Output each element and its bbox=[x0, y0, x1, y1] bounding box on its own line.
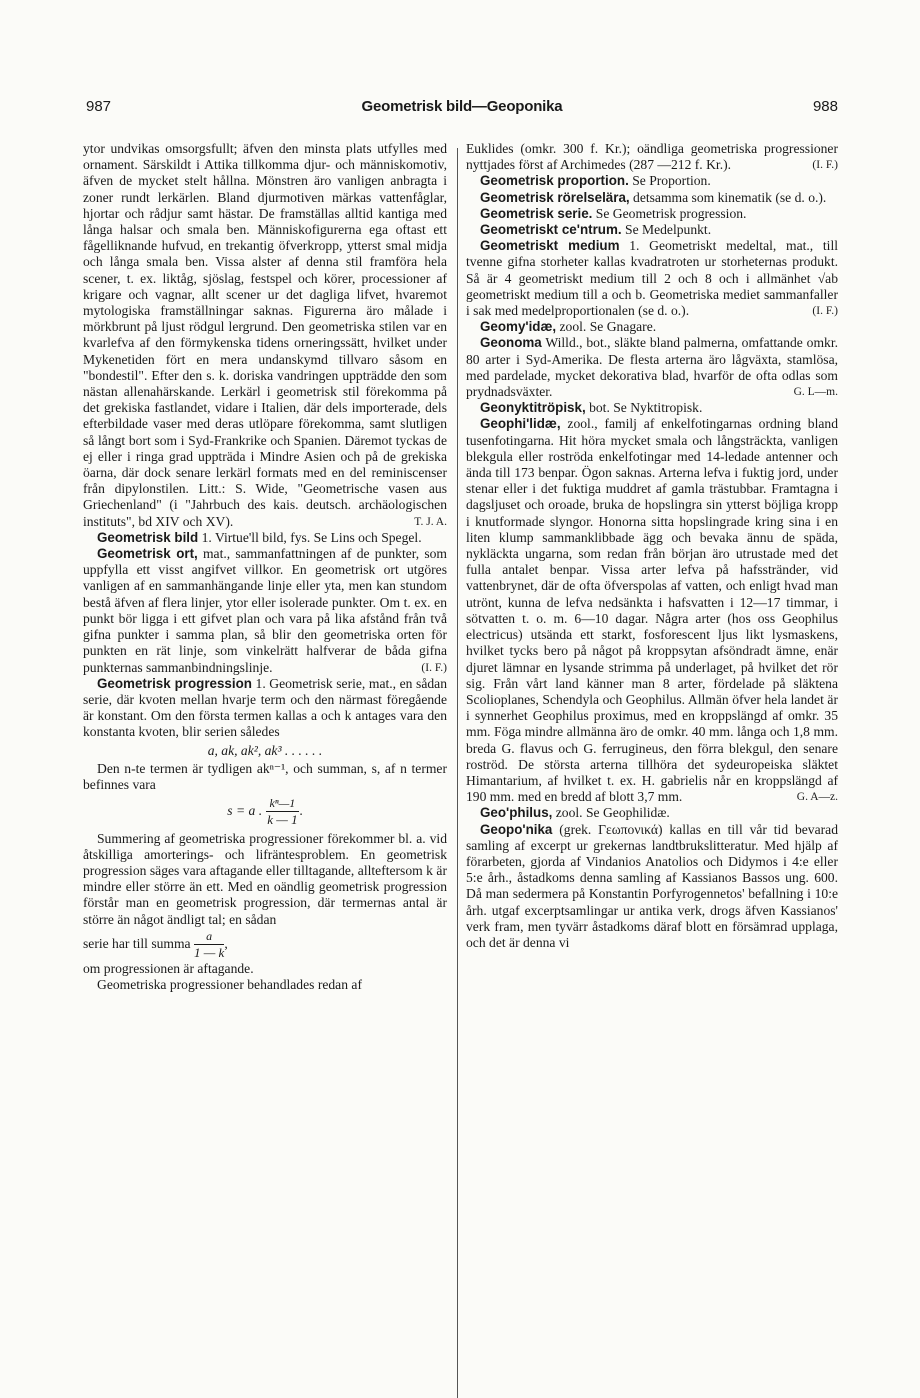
fraction-denominator: 1 — k bbox=[194, 944, 225, 960]
summation-paragraph bbox=[83, 831, 447, 928]
entry-geonoma bbox=[466, 335, 838, 400]
entry-text: Willd., bot., släkte bland palmerna, omfattande omkr. 80 arter i Syd-Amerika. De flesta arterna äro lågväxta, stamlösa, med pardelade, mycket dekorativa blad, hvarför de ofta odlas som prydnadsväxter. bbox=[466, 335, 838, 400]
entry-geophilus bbox=[466, 805, 838, 821]
headword: Geometriskt medium bbox=[480, 238, 620, 254]
entry-text: detsamma som kinematik (se d. o.). bbox=[629, 189, 827, 205]
continuation-paragraph bbox=[83, 141, 447, 530]
headword: Geometrisk progression bbox=[97, 675, 252, 691]
entry-text: zool. Se Gnagare. bbox=[556, 319, 657, 335]
paragraph-text: ytor undvikas omsorgsfullt; äfven den minsta plats utfylles med ornament. Särskildt i Attika tillkomma djur- och människomotiv, äfven de mycket stelt hållna. Mönstren äro vanligen anbragta i zoner rundt lerkärlen. Bland djurmotiven märkas vattenfåglar, hjortar och rådjur samt hästar. De framställas alltid kantiga med långa halsar och smala ben. Människofigurerna ega oftast ett fågelliknande hufvud, en trekantig öfverkropp, ytterst smal midja och långa smala ben. Vissa alster af denna stil framföra hela scener, t. ex. liktåg, sjöslag, festspel och körer, processioner af krigare och vagnar, allt scener ur det dagliga lifvet, hvaremot mytologiska framställningar saknas. Figurerna äro målade i mörkbrunt på ljust rödgul lergrund. Den geometriska stilen var en kvarlefva af den förmykenska tidens orneringssätt, hvilket under Mykenetiden fört en mera undanskymd tillvaro såsom en "bondestil". Efter den s. k. doriska vandringen uppträdde den som nästan allenahärskande. Lerkärl i geometrisk stil förekomma på det grekiska fastlandet, vidare i Italien, där dels importerade, dels efterbildade vaser med deras utlöpare förekomma, samt slutligen så långt bort som i Syd-Frankrike och Spanien. Däremot tyckas de ej eller i ringa grad uppträda i Mindre Asien och på de grekiska öarna, där dock senare lerkärl formats med en del reminiscenser från dipylonstilen. Litt.: S. Wide, "Geometrische vasen aus Griechenland" (i "Jahrbuch des kais. deutsch. archäologischen instituts", bd XIV och XV). bbox=[83, 141, 447, 529]
paragraph-text: Summering af geometriska progressioner förekommer bl. a. vid åtskilliga amorterings- och lifräntesproblem. En geometrisk progression säges vara aftagande eller tilltagande, allteftersom k är mindre eller större än ett. Med en oändlig geometrisk progression förstår man en geometrisk progression, där termernas antal är större än något ändligt tal; en sådan bbox=[83, 830, 447, 927]
headword: Geonoma bbox=[480, 335, 542, 351]
fraction-denominator: k — 1 bbox=[267, 812, 298, 828]
formula-text: a, ak, ak², ak³ . . . . . . bbox=[207, 742, 323, 758]
page-number-right: 988 bbox=[812, 98, 838, 115]
headword: Geophi'lidæ, bbox=[480, 416, 561, 432]
fraction-numerator: a bbox=[194, 928, 224, 945]
paragraph-text: Den n-te termen är tydligen akⁿ⁻¹, och summan, s, af n termer befinnes vara bbox=[83, 760, 447, 792]
entry-text: zool. Se Geophilidæ. bbox=[552, 805, 670, 821]
headword: Geometrisk bild bbox=[97, 529, 199, 545]
author-signature: G. L—m. bbox=[793, 386, 838, 399]
fraction-numerator: kⁿ—1 bbox=[266, 795, 300, 812]
entry-text: Se Proportion. bbox=[628, 173, 711, 189]
headword: Geomy'idæ, bbox=[480, 319, 557, 335]
author-signature: (I. F.) bbox=[812, 305, 838, 318]
right-column bbox=[466, 141, 838, 951]
paragraph-text: Euklides (omkr. 300 f. Kr.); oändliga geometriska progressioner nyttjades först af Archimedes (287 —212 f. Kr.). bbox=[466, 141, 838, 173]
entry-geomyidae bbox=[466, 319, 838, 335]
left-column bbox=[83, 141, 447, 994]
entry-text: bot. Se Nyktitropisk. bbox=[585, 400, 703, 416]
entry-geonyktitropisk bbox=[466, 400, 838, 416]
headword: Geonyktitröpisk, bbox=[480, 400, 586, 416]
entry-geometriskt-medium bbox=[466, 238, 838, 319]
headword: Geopo'nika bbox=[480, 821, 553, 837]
entry-text: zool., familj af enkelfotingarnas ordning bland tusenfotingarna. Hit höra mycket smala och långsträckta, vanligen blekgula eller roströda enkelfotingar med 14-ledade antenner och ända till 173 benpar. Ögon saknas. Arterna lefva i fuktig jord, under stenar eller i det fuktiga muddret af gamla trästubbar. Framtagna i dagsljuset och oroade, bruka de hopslingra sin ytterst böjliga kropp i knutformade slyngor. Honorna sitta hopslingrade kring sina i en liten klump sammanklibbade ägg och bevaka ännu de späda, nykläckta ungarna, som redan från början äro utrustade med det fulla antalet benpar. Vissa arter lefva på hafsstränder, vid vattenbrynet, där de ofta öfverspolas af vatten, och enligt hvad man utrönt, kunna de lefva nedsänkta i hafsvatten i 12—17 timmar, i sötvatten t. o. m. 6—10 dagar. Några arter (hos oss Geophilus electricus) utsända ett starkt, fosforescent ljus likt lysmaskens, hvilket tycks bero på något på kroppsytan afsöndradt ämne, enär djuret lämnar en lysande strimma på underlaget, på hvilket det rör sig. Från vårt land känner man 8 arter, fördelade på släktena Scolioplanes, Schendyla och Geophilus. Allmän öfver hela landet är i synnerhet Geophilus proximus, med en kroppslängd af omkr. 35 mm. Föga mindre allmänna äro de omkr. 40 mm. långa och 1,8 mm. breda G. flavus och G. ferrugineus, den förra blekgul, den senare roströd. De största arterna tillhöra det sydeuropeiska släktet Himantarium, af hvilket t. ex. H. gabrielis når en kroppslängd af 190 mm. med en bredd af blott 3,7 mm. bbox=[466, 416, 838, 805]
history-paragraph bbox=[83, 977, 447, 993]
fraction bbox=[194, 928, 224, 961]
entry-text: Se Geometrisk progression. bbox=[592, 205, 747, 221]
headword: Geometrisk rörelselära, bbox=[480, 189, 630, 205]
headword: Geometrisk ort, bbox=[97, 546, 198, 562]
author-signature: (I. F.) bbox=[812, 159, 838, 172]
author-signature: T. J. A. bbox=[414, 515, 447, 528]
entry-geometriskt-centrum bbox=[466, 222, 838, 238]
formula-lhs: s = a . bbox=[227, 802, 263, 818]
headword: Geometrisk serie. bbox=[480, 205, 593, 221]
author-signature: (I. F.) bbox=[421, 661, 447, 674]
entry-text: 1. Geometrisk serie, mat., en sådan serie, där kvoten mellan hvarje term och den närmast föregående är konstant. Om den första termen kallas a och k antages vara den konstanta kvoten, blir serien således bbox=[83, 675, 447, 740]
entry-text: Se Medelpunkt. bbox=[621, 222, 712, 238]
page-header bbox=[86, 98, 838, 120]
running-title: Geometrisk bild—Geoponika bbox=[361, 98, 563, 115]
nth-term-paragraph bbox=[83, 761, 447, 793]
entry-geometrisk-proportion bbox=[466, 173, 838, 189]
fraction bbox=[266, 795, 303, 828]
entry-text: 1. Geometriskt medeltal, mat., till tvenne gifna storheter kallas kvadratroten ur storheternas produkt. Så är 4 geometriskt medium till 2 och 8 och i allmänhet √ab geometriskt medium till a och b. Geometriska mediet sammanfaller i sak med medelproportionalen (se d. o.). bbox=[466, 238, 839, 319]
entry-geometrisk-serie bbox=[466, 206, 838, 222]
paragraph-text: om progressionen är aftagande. bbox=[83, 961, 254, 977]
entry-geometrisk-bild bbox=[83, 530, 447, 546]
column-divider bbox=[457, 148, 458, 1398]
headword: Geometrisk proportion. bbox=[480, 173, 629, 189]
headword: Geometriskt ce'ntrum. bbox=[480, 222, 622, 238]
entry-text: mat., sammanfattningen af de punkter, som uppfylla ett visst angifvet villkor. En geometrisk ort utgöres vanligen af en sammanhängande linje eller yta, men kan stundom bestå äfven af flera linjer, ytor eller isolerade punkter. Om t. ex. en punkt bör ligga i ett gifvet plan och vara på lika afstånd från två gifna punkter i samma plan, så blir den geometriska orten för punkten en rät linje, som vinkelrätt halfverar de båda gifna punkternas sammanbindningslinje. bbox=[83, 546, 447, 675]
infinite-sum-condition bbox=[83, 961, 447, 977]
formula-trail: , bbox=[224, 935, 228, 951]
continuation-paragraph bbox=[466, 141, 838, 173]
entry-text: (grek. Γεωπονικά) kallas en till vår tid bevarad samling af excerpt ur grekernas landtbrukslitteratur. Med hjälp af förarbeten, gjorda af Vindanios Anatolios och Didymos i 4:e eller 5:e årh., åstadkoms denna samling af Kassianos Bassos ung. 600. Då man sedermera på Konstantin Porfyrogennetos' befallning i 10:e årh. utgaf excerptsamlingar ur antika verk, drogs äfven Kassianos' verk fram, men tyvärr åstadkoms däraf blott en försämrad upplaga, och det är denna vi bbox=[466, 821, 838, 950]
series-formula bbox=[83, 743, 447, 759]
entry-geometrisk-progression bbox=[83, 676, 447, 741]
page-number-left: 987 bbox=[86, 98, 112, 115]
sum-formula bbox=[83, 795, 447, 828]
entry-text: 1. Virtue'll bild, fys. Se Lins och Spegel. bbox=[198, 529, 422, 545]
entry-geometrisk-rorelselara bbox=[466, 190, 838, 206]
infinite-sum-line bbox=[83, 928, 447, 961]
entry-geophilidae bbox=[466, 416, 838, 805]
headword: Geo'philus, bbox=[480, 805, 553, 821]
paragraph-text: serie har till summa bbox=[83, 935, 191, 951]
paragraph-text: Geometriska progressioner behandlades redan af bbox=[97, 977, 362, 993]
formula-trail: . bbox=[299, 802, 303, 818]
author-signature: G. A—z. bbox=[796, 791, 838, 804]
entry-geoponika bbox=[466, 822, 838, 952]
entry-geometrisk-ort bbox=[83, 546, 447, 676]
